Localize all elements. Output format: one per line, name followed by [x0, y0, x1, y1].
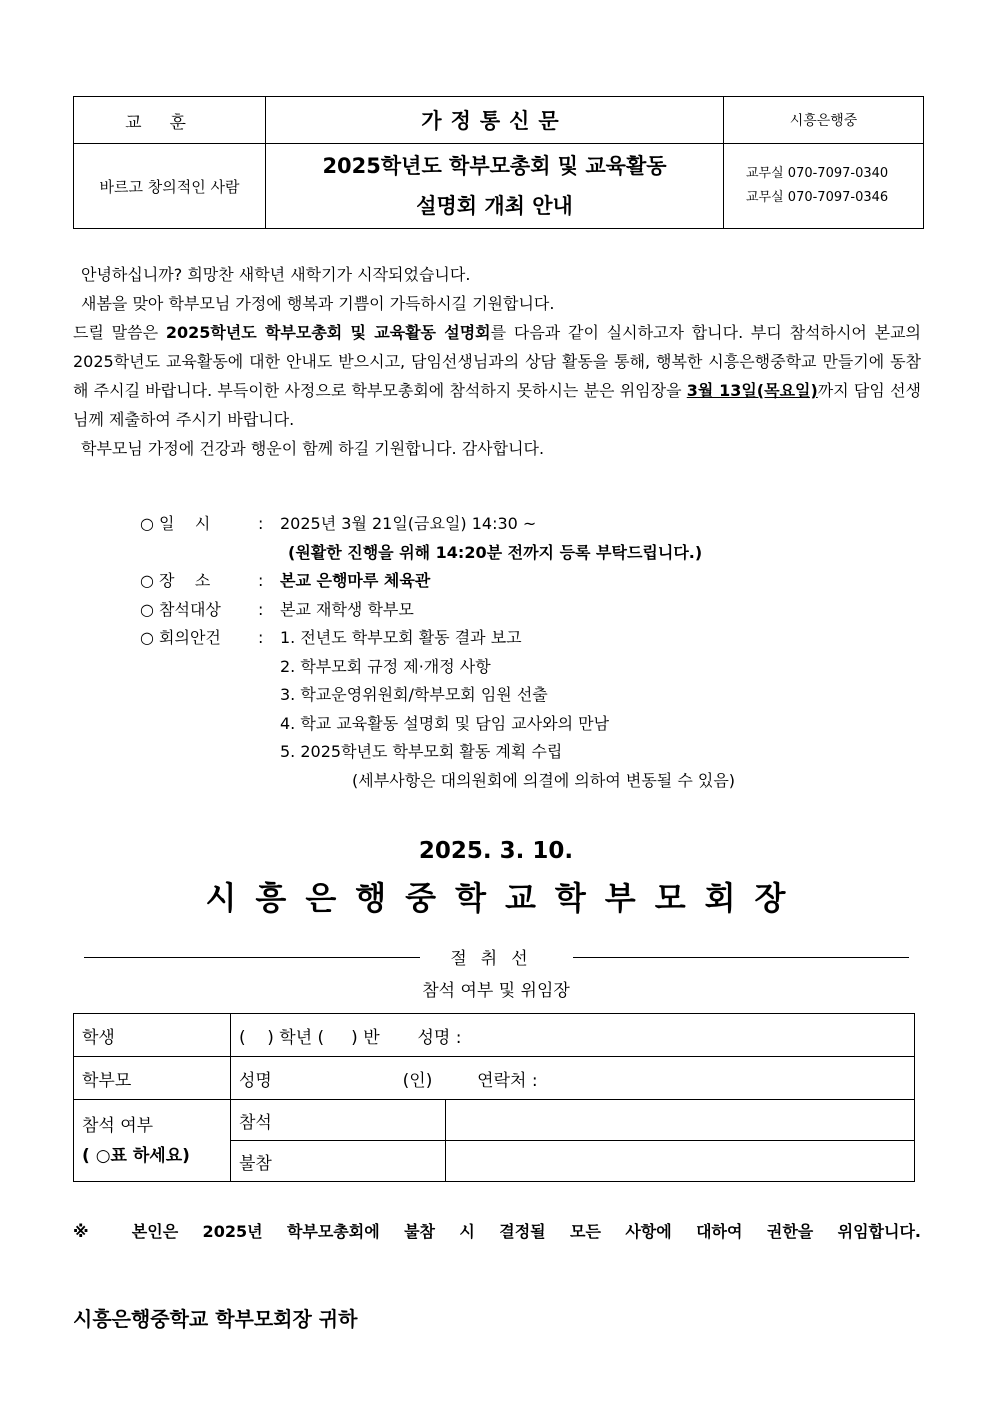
- recipient: 시흥은행중학교 학부모회장 귀하: [73, 1307, 358, 1331]
- student-field[interactable]: ( ) 학년 ( ) 반 성명 :: [231, 1014, 915, 1057]
- form-title: 참석 여부 및 위임장: [422, 981, 570, 1001]
- student-label: 학생: [74, 1014, 231, 1057]
- date-value: 2025년 3월 21일(금요일) 14:30 ~: [280, 514, 537, 533]
- seal-mark: (인): [402, 1070, 433, 1091]
- agenda-item: 2. 학부모회 규정 제·개정 사항: [280, 656, 491, 676]
- agenda-note: (세부사항은 대의원회에 의결에 의하여 변동될 수 있음): [352, 770, 736, 790]
- wish-paragraph: 새봄을 맞아 학부모님 가정에 행복과 기쁨이 가득하시길 기원합니다.: [81, 294, 555, 313]
- attend-option[interactable]: 참석: [231, 1100, 446, 1141]
- absent-mark-cell[interactable]: [446, 1141, 915, 1182]
- phone-1: 교무실 070-7097-0340: [746, 166, 889, 181]
- title-line-2: 설명회 개최 안내: [416, 194, 573, 218]
- motto-header: 교훈: [74, 97, 266, 144]
- letter-body: [73, 260, 921, 463]
- document-title: [266, 144, 724, 229]
- attend-mark-cell[interactable]: [446, 1100, 915, 1141]
- event-details: [140, 510, 735, 795]
- delegation-notice: ※ 본인은 2025년 학부모총회에 불참 시 결정될 모든 사항에 대하여 권한을 위임합니다.: [73, 1222, 921, 1241]
- place-row: ○ 장 소 : 본교 은행마루 체육관: [140, 567, 735, 596]
- issue-date: 2025. 3. 10.: [418, 838, 574, 864]
- agenda-item: 3. 학교운영위원회/학부모회 임원 선출: [280, 685, 548, 704]
- agenda-item: 4. 학교 교육활동 설명회 및 담임 교사와의 만남: [280, 713, 610, 733]
- phone-2: 교무실 070-7097-0346: [746, 190, 889, 205]
- date-row: ○ 일 시 : 2025년 3월 21일(금요일) 14:30 ~: [140, 510, 735, 539]
- main-paragraph: 드릴 말씀은 2025학년도 학부모총회 및 교육활동 설명회를 다음과 같이 실시하고자 합니다. 부디 참석하시어 본교의 2025학년도 교육활동에 대한 안내도 받으시고, 담임선생님과의 상담 활동을 통해, 행복한 시흥은행중학교 만들기에 동참해 주시길 바랍니다. 부득이한 사정으로 학부모총회에 참석하지 못하시는 분은 위임장을 3월 13일(목요일)까지 담임 선생님께 제출하여 주시기 바랍니다.: [73, 323, 922, 429]
- school-name: 시흥은행중: [724, 97, 924, 144]
- title-line-1: 2025학년도 학부모총회 및 교육활동: [322, 154, 667, 178]
- cut-line-label: 절취선: [450, 949, 542, 969]
- school-motto: 바르고 창의적인 사람: [74, 144, 266, 229]
- issuer-name: 시흥은행중학교학부모회장: [205, 879, 805, 917]
- agenda-item: 5. 2025학년도 학부모회 활동 계획 수립: [280, 742, 563, 761]
- event-name: 2025학년도 학부모총회 및 교육활동 설명회: [165, 323, 491, 342]
- parent-field[interactable]: 성명 (인) 연락처 :: [231, 1057, 915, 1100]
- date-note: (원활한 진행을 위해 14:20분 전까지 등록 부탁드립니다.): [288, 542, 703, 562]
- place-value: 본교 은행마루 체육관: [280, 571, 431, 590]
- parent-label: 학부모: [74, 1057, 231, 1100]
- attendance-form: [73, 1013, 915, 1182]
- closing-paragraph: 학부모님 가정에 건강과 행운이 함께 하길 기원합니다. 감사합니다.: [81, 439, 545, 458]
- agenda-row: ○ 회의안건 : 1. 전년도 학부모회 활동 결과 보고: [140, 624, 735, 653]
- newsletter-label: 가정통신문: [266, 97, 724, 144]
- target-value: 본교 재학생 학부모: [280, 599, 414, 619]
- header-table: [73, 96, 924, 229]
- attendance-label: 참석 여부 ( ○표 하세요): [74, 1100, 231, 1182]
- absent-option[interactable]: 불참: [231, 1141, 446, 1182]
- deadline-date: 3월 13일(목요일): [686, 381, 818, 400]
- agenda-item: 1. 전년도 학부모회 활동 결과 보고: [280, 628, 522, 647]
- target-row: ○ 참석대상 : 본교 재학생 학부모: [140, 596, 735, 625]
- contact-phones: [724, 144, 924, 229]
- greeting-paragraph: 안녕하십니까? 희망찬 새학년 새학기가 시작되었습니다.: [81, 265, 471, 284]
